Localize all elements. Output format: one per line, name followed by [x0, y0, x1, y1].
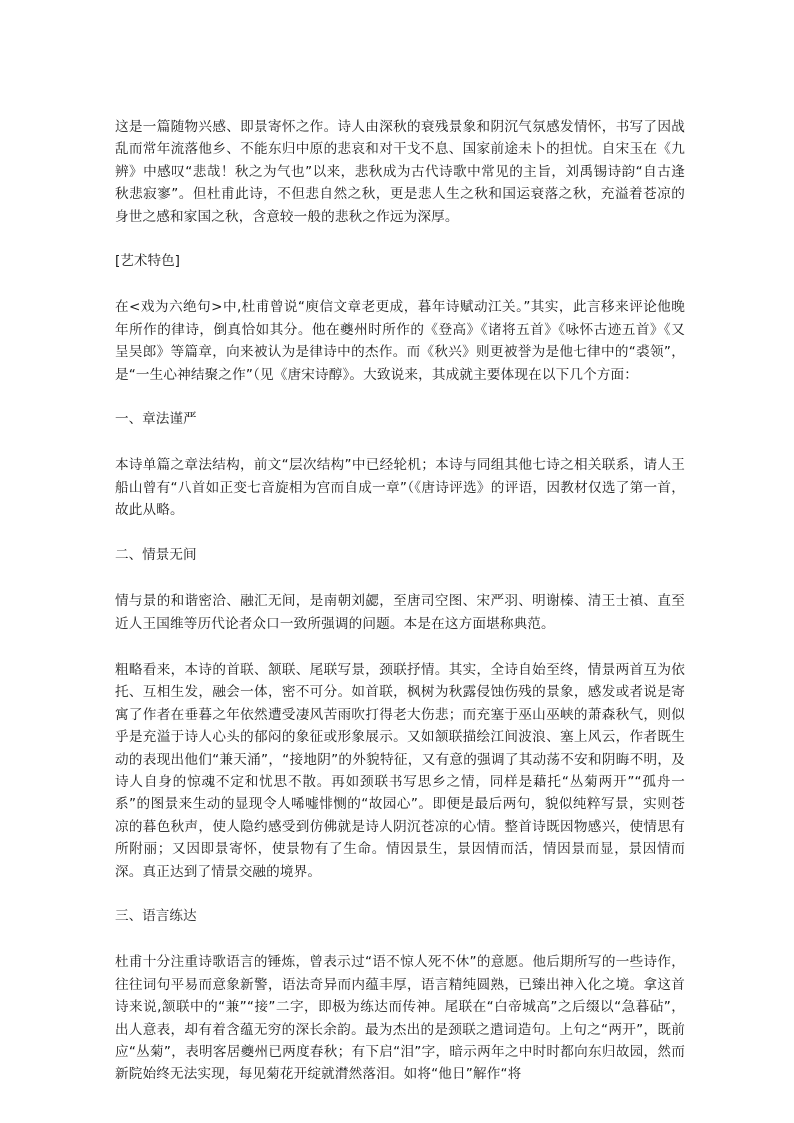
- scene-emotion-paragraph-1: 情与景的和谐密洽、融汇无间，是南朝刘勰，至唐司空图、宋严羽、明谢榛、清王士禛、直至近人王国维等历代论者众口一致所强调的问题。本是在这方面堪称典范。: [115, 593, 685, 632]
- section-heading-structure: 一、章法谨严: [115, 411, 197, 428]
- language-paragraph: 杜甫十分注重诗歌语言的锤炼，曾表示过“语不惊人死不休”的意愿。他后期所写的一些诗作，往往词句平易而意象新警，语法奇异而内蕴丰厚，语言精纯圆熟，已臻出神入化之境。拿这首诗来说,颔联中的“兼”“接”二字，即极为练达而传神。尾联在“白帝城高”之后缀以“急暮砧”，出人意表，却有着含蕴无穷的深长余韵。最为杰出的是颈联之遣词造句。上句之“两开”，既前应“丛菊”，表明客居夔州已两度春秋；有下启“泪”字，暗示两年之中时时都向东归故园，然而新院始终无法实现，每见菊花开绽就潸然落泪。如将“他日”解作“将: [115, 954, 685, 1083]
- intro-paragraph: 这是一篇随物兴感、即景寄怀之作。诗人由深秋的衰残景象和阴沉气氛感发情怀，书写了因战乱而常年流落他乡、不能东归中原的悲哀和对干戈不息、国家前途未卜的担忧。自宋玉在《九辨》中感叹“悲哉！秋之为气也”以来，悲秋成为古代诗歌中常见的主旨，刘禹锡诗韵“自古逢秋悲寂寥”。但杜甫此诗，不但悲自然之秋，更是悲人生之秋和国运衰落之秋，充溢着苍凉的身世之感和家国之秋，含意较一般的悲秋之作远为深厚。: [115, 119, 685, 225]
- section-heading-art-features: [艺术特色]: [115, 253, 180, 270]
- overview-paragraph: 在<戏为六绝句>中,杜甫曾说“庾信文章老更成，暮年诗赋动江关。”其实，此言移来评论他晚年所作的律诗，倒真恰如其分。他在夔州时所作的《登高》《诸将五首》《咏怀古迹五首》《又呈吴郎》等篇章，向来被认为是律诗中的杰作。而《秋兴》则更被誉为是他七律中的“裘领”，是“一生心神结聚之作”（见《唐宋诗醇》。大致说来，其成就主要体现在以下几个方面：: [115, 299, 685, 383]
- document-page: [115, 116, 685, 1086]
- section-heading-language: 三、语言练达: [115, 907, 197, 924]
- structure-paragraph: 本诗单篇之章法结构，前文“层次结构”中已经轮机；本诗与同组其他七诗之相关联系，请人王船山曾有“八首如正变七音旋相为宫而自成一章”（《唐诗评选》的评语，因教材仅选了第一首，故此从略。: [115, 457, 685, 519]
- section-heading-scene-emotion: 二、情景无间: [115, 546, 197, 563]
- scene-emotion-paragraph-2: 粗略看来，本诗的首联、颔联、尾联写景，颈联抒情。其实，全诗自始至终，情景两首互为依托、互相生发，融会一体，密不可分。如首联，枫树为秋露侵蚀伤残的景象，感发或者说是寄寓了作者在垂暮之年依然遭受凄风苦雨吹打得老大伤悲；而充塞于巫山巫峡的萧森秋气，则似乎是充溢于诗人心头的郁闷的象征或形象展示。又如颔联描绘江间波浪、塞上风云，作者既生动的表现出他们“兼天涌”，“接地阴”的外貌特征，又有意的强调了其动荡不安和阴晦不明，及诗人自身的惊魂不定和忧思不散。再如颈联书写思乡之情，同样是藉托“丛菊两开”“孤舟一系”的图景来生动的显现令人唏嘘悱恻的“故园心”。即便是最后两句，貌似纯粹写景，实则苍凉的暮色秋声，使人隐约感受到仿佛就是诗人阴沉苍凉的心情。整首诗既因物感兴，使情思有所附丽；又因即景寄怀，使景物有了生命。情因景生，景因情而活，情因景而显，景因情而深。真正达到了情景交融的境界。: [115, 661, 685, 880]
